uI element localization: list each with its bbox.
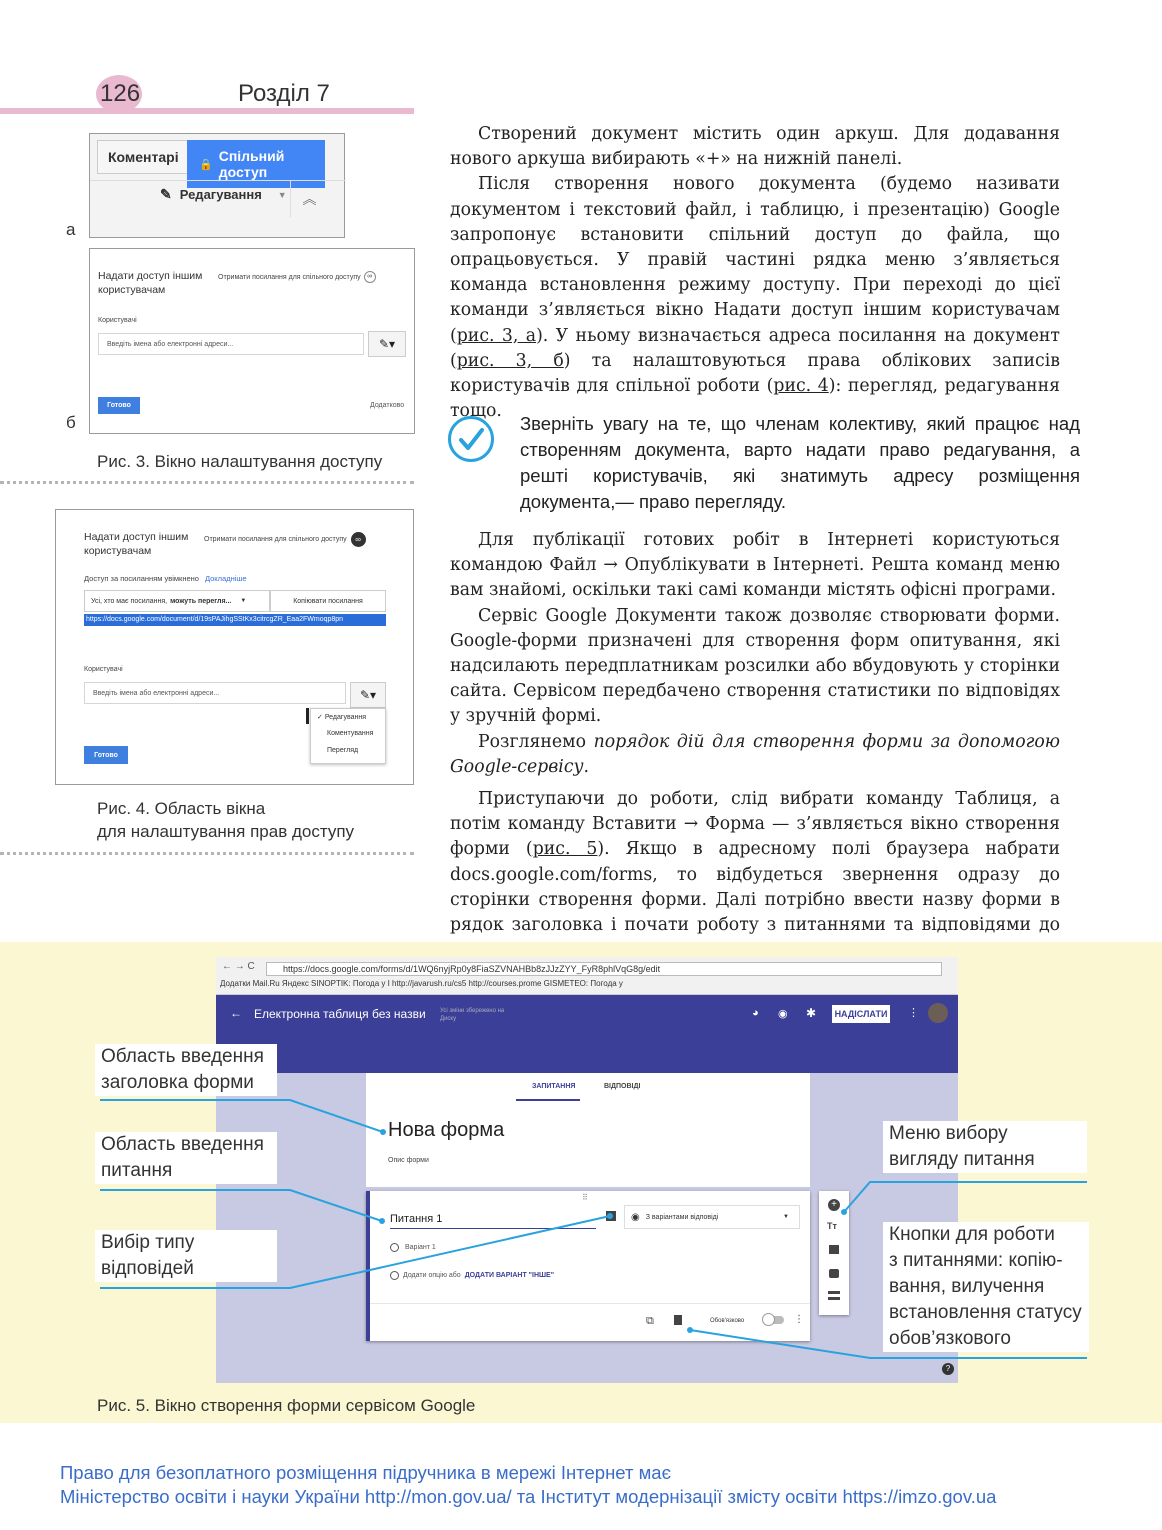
callout-type-line2: відповідей — [101, 1258, 194, 1279]
permission-dropdown[interactable] — [368, 331, 406, 357]
ref-fig5: рис. 5 — [532, 839, 598, 860]
link-icon: ∞ — [364, 271, 376, 283]
page-number: 126 — [100, 80, 141, 107]
access-prefix: Усі, хто має посилання, — [91, 597, 168, 605]
share-dialog-title: Надати доступ іншим користувачам — [98, 270, 203, 296]
fig3-label-a: а — [66, 220, 76, 239]
ref-fig3b: рис. 3, б — [456, 350, 564, 371]
tab-answers[interactable]: ВІДПОВІДІ — [604, 1083, 641, 1090]
fig5-screenshot — [216, 957, 958, 1383]
tab-questions-underline — [516, 1099, 580, 1101]
fig4-caption-line1: Рис. 4. Область вікна — [97, 799, 266, 818]
question-card — [366, 1191, 810, 1341]
fig3-caption: Рис. 3. Вікно налаштування доступу — [97, 452, 383, 471]
copy-link-button[interactable]: Копіювати посилання — [270, 590, 386, 612]
required-label: Обов'язково — [710, 1318, 745, 1324]
paragraph-1: Створений документ містить один аркуш. Для додавання нового аркуша вибирають «+» на нижній панелі. — [450, 124, 1060, 170]
users-input[interactable]: Введіть імена або електронні адреси... — [98, 333, 364, 355]
check-icon: ✓ — [317, 714, 325, 721]
option-1-label: Варіант 1 — [405, 1244, 436, 1251]
add-section-icon[interactable] — [828, 1291, 840, 1300]
spreadsheet-title[interactable]: Електронна таблиця без назви — [254, 1007, 426, 1021]
fig4-dialog-title: Надати доступ іншим користувачам — [84, 531, 189, 557]
chevron-down-icon: ▼ — [277, 189, 287, 200]
paragraph-6: Приступаючи до роботи, слід вибрати команду Таблиця, а потім команду Вставити → Форма — з’являється вікно створення форми (рис. 5). Якщо в адресному полі браузера набрати docs.google.com/forms, то відбудеться звернення одразу до сторінки створення форми. Далі потрібно ввести назву форми в рядок заголовка і почати роботу з питаннями та відповідями до — [450, 789, 1060, 936]
check-circle-icon — [448, 416, 494, 462]
callout-title-line1: Область введення — [101, 1046, 264, 1067]
radio-icon: ◉ — [631, 1211, 640, 1223]
option-1[interactable] — [390, 1243, 436, 1252]
add-option-row[interactable] — [390, 1271, 554, 1280]
send-button[interactable]: НАДІСЛАТИ — [832, 1005, 890, 1023]
paragraph-2: Після створення нового документа (будемо називати документом і текстовий файл, і таблицю, і презентацію) Google запропонує встановити спільний доступ до файла, що опрацьовується. У правій частині рядка меню з’являється команда встановлення режиму доступу. При переході до цієї команди з’являється вікно Надати доступ іншим користувачам (рис. 3, а). У ньому визначається адреса посилання на документ (рис. 3, б) та налаштовуються права облікових записів користувачів для спільної роботи (рис. 4): перегляд, редагування тощо. — [450, 174, 1060, 422]
paragraph-block-3 — [450, 787, 1060, 963]
fig3a-screenshot — [89, 133, 345, 238]
callout-type-line1: Вибір типу — [101, 1232, 195, 1253]
users-label: Користувачі — [98, 317, 137, 324]
editing-mode-button[interactable] — [160, 186, 287, 203]
fig3-label-b: б — [66, 413, 76, 432]
add-video-icon[interactable] — [829, 1269, 839, 1278]
chevron-down-icon: ▼ — [240, 598, 247, 604]
question-underline — [390, 1228, 596, 1229]
chevron-down-icon: ▼ — [783, 1214, 789, 1220]
paragraph-5: Розглянемо порядок дій для створення форми за допомогою Google-сервісу. — [450, 731, 1060, 777]
header-rule — [0, 108, 414, 114]
add-question-icon[interactable]: + — [828, 1199, 840, 1211]
fig4-done-button[interactable]: Готово — [84, 746, 128, 764]
link-access-dropdown[interactable] — [84, 590, 270, 612]
back-arrow-icon[interactable]: ← — [230, 1006, 242, 1020]
paragraph-4: Сервіс Google Документи також дозволяє створювати форми. Google-форми призначені для створення форм опитування, які надсилають передплатникам розсилки або вбудовують у сторінки сайта. Сервісом передбачено створення статистики по відповідях у зручній формі. — [450, 605, 1060, 727]
separator-dots — [0, 852, 414, 855]
fig4-screenshot — [55, 509, 414, 785]
pencil-icon: ✎▾ — [359, 688, 377, 702]
browser-bar — [216, 957, 958, 995]
ref-fig4: рис. 4 — [773, 376, 829, 397]
get-link-button[interactable] — [218, 271, 376, 283]
callout-buttons-line1: Кнопки для роботи — [889, 1224, 1055, 1245]
get-link-label: Отримати посилання для спільного доступу — [218, 273, 361, 281]
access-level: можуть перегля... — [170, 597, 232, 605]
saved-note: Усі зміни збережено на Диску — [440, 1008, 505, 1022]
radio-empty-icon — [390, 1243, 399, 1252]
paragraph-block-1 — [450, 122, 1060, 424]
form-title[interactable]: Нова форма — [388, 1119, 505, 1141]
eye-icon[interactable]: ◉ — [778, 1008, 788, 1020]
fig4-caption-line2: для налаштування прав доступу — [97, 822, 355, 841]
gear-icon[interactable]: ✱ — [806, 1006, 817, 1020]
callout-view-menu — [883, 1121, 1087, 1173]
card-footer-divider — [370, 1303, 810, 1304]
footer-line2: Міністерство освіти і науки України http://mon.gov.ua/ та Інститут модернізації змісту освіти https://imzo.gov.ua — [60, 1486, 997, 1507]
nav-arrows[interactable]: ← → C — [222, 961, 255, 972]
forms-app-bar — [216, 995, 958, 1073]
callout-buttons-line3: вання, вилучення — [889, 1276, 1045, 1297]
callout-menu-line2: вигляду питання — [889, 1149, 1035, 1170]
toggle-knob — [762, 1313, 775, 1326]
note-text: Зверніть увагу на те, що членам колективу, який працює над створенням документа, варто надати право редагування, а решті користувачів, які знатимуть адресу розміщення документа,— право перегляду. — [520, 413, 1080, 512]
callout-title-area — [95, 1044, 277, 1096]
double-chevron-up-icon: ︽ — [302, 191, 317, 207]
callout-question-buttons — [883, 1222, 1089, 1352]
fig5-caption: Рис. 5. Вікно створення форми сервісом Google — [97, 1396, 476, 1415]
link-on-label: Доступ за посиланням увімкнено — [84, 574, 199, 583]
callout-buttons-line2: з питаннями: копію- — [889, 1250, 1063, 1271]
avatar[interactable] — [928, 1003, 948, 1023]
paragraph-block-2 — [450, 528, 1060, 780]
fig3b-screenshot — [89, 248, 415, 434]
menu-item-edit[interactable] — [311, 713, 387, 721]
lock-icon: 🔒 — [199, 158, 213, 171]
more-vert-icon[interactable]: ⋮ — [908, 1007, 919, 1019]
bookmarks-bar[interactable]: Додатки Mail.Ru Яндекс SINOPTIK: Погода у І http://javarush.ru/cs5 http://courses.prome GISMETEO: Погода у — [220, 979, 623, 988]
menu-item-view[interactable]: Перегляд — [327, 747, 359, 754]
fig4-permission-dropdown[interactable] — [350, 682, 386, 708]
question-type-label: З варіантами відповіді — [645, 1213, 719, 1221]
question-type-select[interactable] — [624, 1205, 800, 1229]
fig4-get-link-button[interactable] — [204, 532, 366, 547]
add-image-icon[interactable] — [829, 1245, 839, 1254]
separator-dots — [0, 481, 414, 484]
add-other-link[interactable]: ДОДАТИ ВАРІАНТ "ІНШЕ" — [464, 1272, 555, 1279]
callout-menu-line1: Меню вибору — [889, 1123, 1008, 1144]
pencil-icon: ✎▾ — [378, 337, 396, 351]
question-title[interactable]: Питання 1 — [390, 1213, 443, 1225]
callout-answer-type — [95, 1230, 277, 1282]
image-icon[interactable] — [606, 1211, 616, 1221]
add-option-label: Додати опцію або — [403, 1272, 461, 1279]
section-title: Розділ 7 — [238, 80, 330, 107]
radio-empty-icon — [390, 1271, 399, 1280]
link-sharing-status — [84, 574, 247, 583]
link-icon: ∞ — [351, 532, 366, 547]
callout-title-line2: заголовка форми — [101, 1072, 254, 1093]
question-toolbar — [819, 1191, 849, 1315]
form-description[interactable]: Опис форми — [388, 1157, 429, 1164]
tab-questions[interactable]: ЗАПИТАННЯ — [532, 1083, 576, 1090]
address-bar[interactable]: https://docs.google.com/forms/d/1WQ6nyjRp0y8FiaSZVNAHBb8zJJzZYY_FyR8phlVqG8g/edit — [266, 962, 942, 976]
share-url-field[interactable]: https://docs.google.com/document/d/19sPAJihgSStKx3citrcgZR_Eaa2FWmoqp8pn — [84, 614, 386, 626]
permission-menu — [310, 708, 386, 764]
trash-icon[interactable] — [674, 1315, 682, 1325]
footer-line1: Право для безоплатного розміщення підручника в мережі Інтернет має — [60, 1462, 672, 1483]
fig4-users-input[interactable]: Введіть імена або електронні адреси... — [84, 682, 346, 704]
ref-fig3a: рис. 3, а — [456, 325, 537, 346]
paragraph-5-italic: порядок дій для створення форми за допомогою Google-сервісу. — [450, 731, 1060, 777]
editing-mode-label: Редагування — [179, 187, 262, 202]
fig4-get-link-label: Отримати посилання для спільного доступу — [204, 536, 347, 543]
copy-icon[interactable]: ⧉ — [646, 1315, 654, 1327]
drag-handle-icon[interactable]: ⠿ — [582, 1193, 588, 1202]
fig4-users-label: Користувачі — [84, 666, 123, 673]
comments-button[interactable]: Коментарі — [97, 140, 190, 174]
callout-question-line2: питання — [101, 1160, 173, 1181]
add-title-icon[interactable]: Tт — [827, 1221, 837, 1231]
collapse-button[interactable] — [290, 181, 328, 217]
paragraph-3: Для публікації готових робіт в Інтернеті користуються командою Файл → Опублікувати в Інтернеті. Решта команд меню вам знайомі, оскільки такі самі команди містять офісні програми. — [450, 530, 1060, 601]
callout-question-area — [95, 1132, 277, 1184]
callout-buttons-line4: встановлення статусу — [889, 1302, 1082, 1323]
done-button[interactable]: Готово — [98, 397, 140, 414]
details-link[interactable]: Докладніше — [204, 574, 247, 583]
menu-item-comment[interactable]: Коментування — [327, 730, 374, 737]
more-vert-icon[interactable]: ⋮ — [794, 1314, 804, 1325]
callout-question-line1: Область введення — [101, 1134, 264, 1155]
callout-buttons-line5: обов’язкового — [889, 1328, 1011, 1349]
menu-item-edit-label: Редагування — [324, 714, 366, 721]
title-card — [366, 1109, 810, 1187]
palette-icon[interactable]: ◕ — [752, 1007, 759, 1019]
pencil-icon: ✎ — [160, 186, 172, 202]
help-icon[interactable]: ? — [942, 1363, 954, 1375]
advanced-link[interactable]: Додатково — [370, 402, 405, 409]
share-button-label: Спільний доступ — [218, 148, 285, 180]
menu-pointer-bar — [306, 708, 309, 724]
